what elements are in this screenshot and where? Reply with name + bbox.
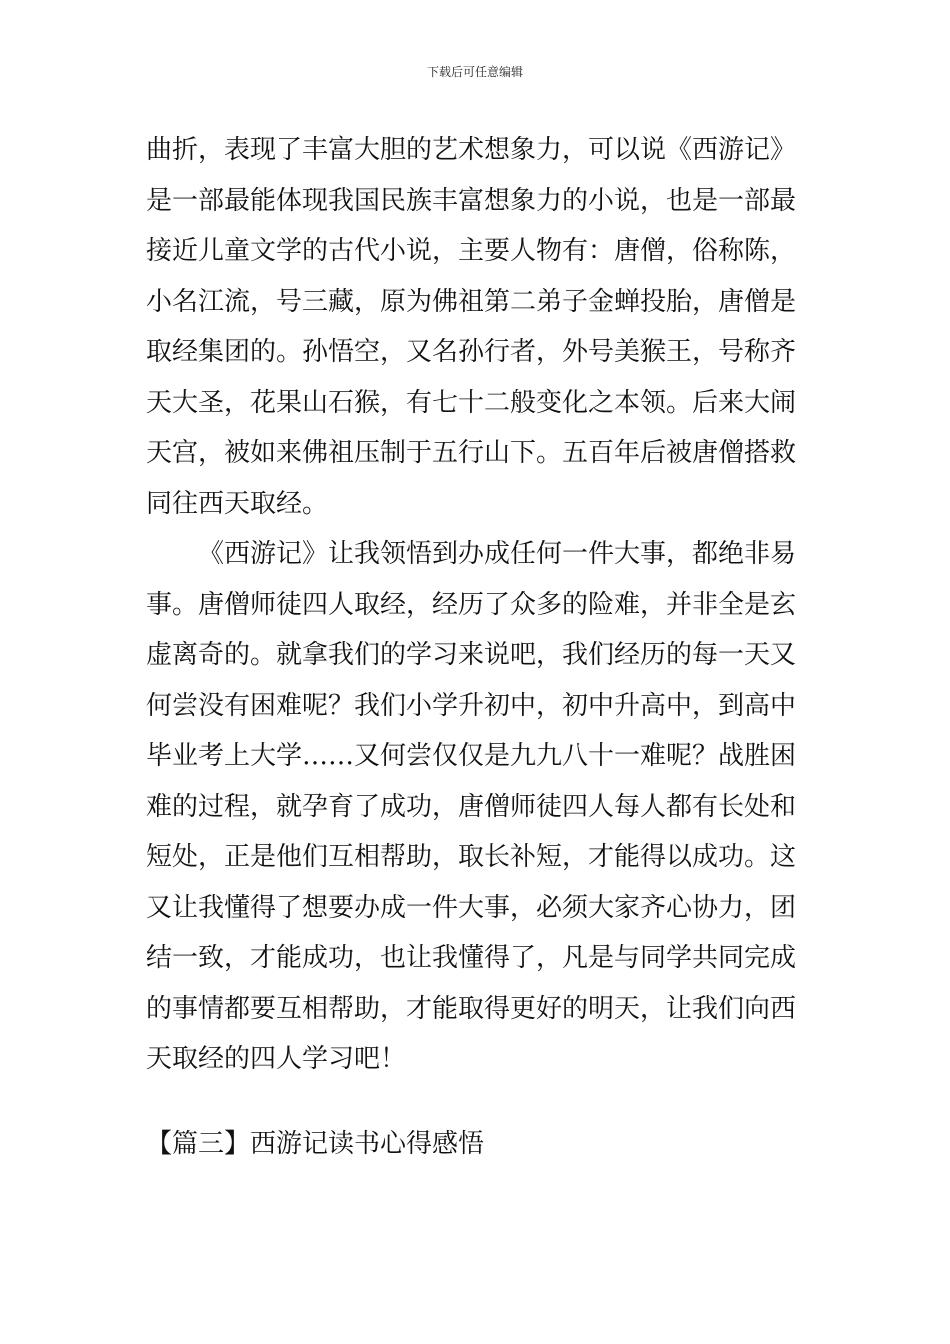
paragraph-line: 事。唐僧师徒四人取经，经历了众多的险难，并非全是玄 [146, 589, 797, 620]
paragraph-line: 天取经的四人学习吧！ [146, 1044, 407, 1074]
paragraph-line: 取经集团的。孙悟空，又名孙行者，外号美猴王，号称齐 [146, 337, 797, 367]
paragraph-line: 天宫，被如来佛祖压制于五行山下。五百年后被唐僧搭救 [146, 438, 797, 468]
paragraph-line: 小名江流，号三藏，原为佛祖第二弟子金蝉投胎，唐僧是 [146, 286, 797, 317]
paragraph-line: 接近儿童文学的古代小说，主要人物有：唐僧，俗称陈， [146, 236, 797, 266]
paragraph-line: 毕业考上大学……又何尝仅仅是九九八十一难呢？战胜困 [146, 741, 797, 771]
paragraph-line: 结一致，才能成功，也让我懂得了，凡是与同学共同完成 [146, 943, 797, 973]
paragraph-2 [146, 529, 806, 1085]
page-header: 下载后可任意编辑 [426, 65, 523, 79]
paragraph-line: 是一部最能体现我国民族丰富想象力的小说，也是一部最 [146, 185, 797, 216]
paragraph-line: 短处，正是他们互相帮助，取长补短，才能得以成功。这 [146, 842, 797, 872]
section-title: 【篇三】西游记读书心得感悟 [146, 1129, 485, 1159]
paragraph-line: 天大圣，花果山石猴，有七十二般变化之本领。后来大闹 [146, 387, 797, 418]
paragraph-line: 何尝没有困难呢？我们小学升初中，初中升高中，到高中 [146, 690, 797, 721]
paragraph-line: 的事情都要互相帮助，才能取得更好的明天，让我们向西 [146, 993, 797, 1024]
paragraph-line: 虚离奇的。就拿我们的学习来说吧，我们经历的每一天又 [146, 640, 797, 670]
paragraph-line: 难的过程，就孕育了成功，唐僧师徒四人每人都有长处和 [146, 791, 797, 822]
paragraph-line: 《西游记》让我领悟到办成任何一件大事，都绝非易 [198, 539, 797, 569]
paragraph-line: 曲折，表现了丰富大胆的艺术想象力，可以说《西游记》 [146, 135, 797, 165]
paragraph-1 [146, 125, 806, 529]
paragraph-line: 又让我懂得了想要办成一件大事，必须大家齐心协力，团 [146, 892, 797, 923]
paragraph-line: 同往西天取经。 [146, 488, 329, 519]
